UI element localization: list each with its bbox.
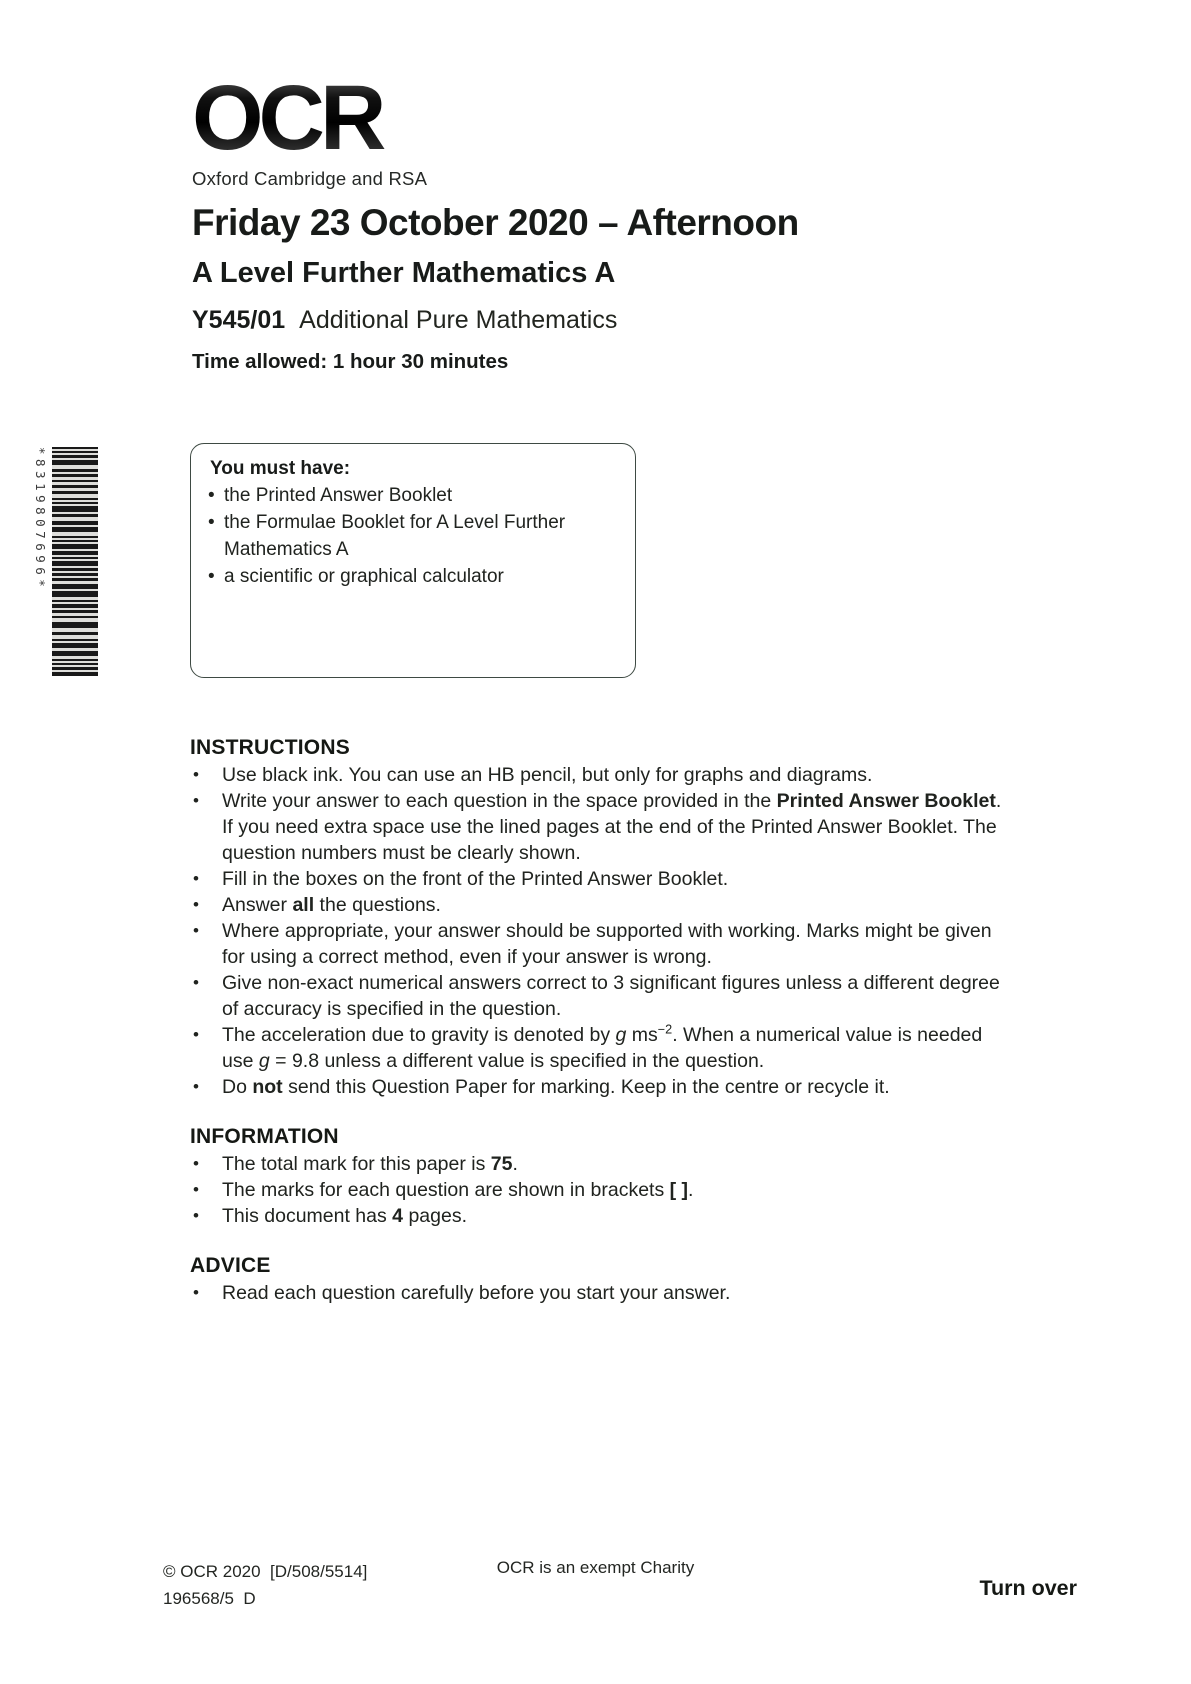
bullet-marker: •: [193, 791, 199, 810]
bullet-marker: •: [193, 1077, 199, 1096]
ocr-logo-text: OCR: [192, 72, 427, 164]
barcode-bar: [52, 491, 98, 494]
paper-line: [192, 306, 617, 335]
bullet-item: • This document has 4 pages.: [193, 1205, 467, 1227]
barcode-bar: [52, 502, 98, 504]
paper-title: Additional Pure Mathematics: [299, 306, 618, 334]
barcode-bar: [52, 451, 98, 453]
instructions-list: [190, 762, 1010, 1100]
information-list: [190, 1151, 1010, 1229]
bullet-marker: •: [208, 566, 215, 587]
barcode-bar: [52, 540, 98, 542]
barcode-bar: [52, 573, 98, 576]
bullet-marker: •: [193, 973, 199, 992]
barcode-bar: [52, 460, 98, 465]
barcode-bar: [52, 561, 98, 566]
ocr-logo-subtitle: Oxford Cambridge and RSA: [192, 168, 428, 189]
barcode-bar: [52, 447, 98, 449]
bullet-item: • Read each question carefully before you start your answer.: [193, 1282, 731, 1304]
barcode-bar: [52, 474, 98, 477]
barcode-bar: [52, 672, 98, 676]
bullet-marker: •: [193, 869, 199, 888]
bullet-item: • Fill in the boxes on the front of the Printed Answer Booklet.: [193, 868, 729, 890]
barcode-bar: [52, 667, 98, 670]
bullet-item: • Give non-exact numerical answers correct to 3 significant figures unless a different degree of accuracy is specified in the question.: [193, 972, 1000, 1020]
barcode-bar: [52, 551, 98, 555]
bullet-item: • the Formulae Booklet for A Level Further Mathematics A: [210, 509, 617, 563]
barcode-bar: [52, 521, 98, 525]
advice-list: [190, 1280, 1010, 1306]
footer-charity: OCR is an exempt Charity: [496, 1558, 695, 1577]
barcode-bar: [52, 616, 98, 618]
bullet-item: • Where appropriate, your answer should be supported with working. Marks might be given for using a correct method, even if your answer is wrong.: [193, 920, 992, 968]
bullet-item: • a scientific or graphical calculator: [210, 563, 617, 590]
barcode-bar: [52, 544, 98, 549]
barcode-bar: [52, 584, 98, 589]
barcode-icon: [52, 447, 98, 676]
barcode-bar: [52, 604, 98, 608]
bullet-marker: •: [193, 921, 199, 940]
footer-copyright: © OCR 2020 [D/508/5514]: [163, 1562, 368, 1581]
paper-code: Y545/01: [192, 306, 286, 334]
bullet-marker: •: [193, 1025, 199, 1044]
barcode-bar: [52, 506, 98, 512]
barcode-value: *8319807696*: [33, 447, 48, 592]
barcode-bar: [52, 600, 98, 602]
barcode-bar: [52, 485, 98, 488]
bullet-marker: •: [208, 512, 215, 533]
bullet-item: • Write your answer to each question in the space provided in the Printed Answer Booklet. If you need extra space use the lined pages at the end of the Printed Answer Booklet. The question numbers must be clearly shown.: [193, 790, 1002, 864]
barcode-bar: [52, 536, 98, 538]
barcode-bar: [52, 651, 98, 656]
barcode-bar: [52, 498, 98, 500]
main-content: [190, 735, 1010, 1306]
bullet-item: • Do not send this Question Paper for marking. Keep in the centre or recycle it.: [193, 1076, 890, 1098]
exam-date-title: Friday 23 October 2020 – Afternoon: [192, 202, 799, 243]
bullet-marker: •: [193, 1283, 199, 1302]
barcode-bar: [52, 480, 98, 482]
section-information: [190, 1124, 1010, 1229]
footer-reference: 196568/5 D: [163, 1589, 256, 1608]
barcode-bar: [52, 663, 98, 665]
you-must-have-box: [190, 443, 636, 678]
barcode-bar: [52, 455, 98, 458]
you-must-have-heading: You must have:: [210, 458, 351, 479]
bullet-item: • The marks for each question are shown in brackets [ ].: [193, 1179, 694, 1201]
barcode-bar: [52, 610, 98, 613]
bullet-marker: •: [193, 1206, 199, 1225]
barcode-bar: [52, 557, 98, 559]
barcode-bar: [52, 578, 98, 581]
bullet-marker: •: [193, 1154, 199, 1173]
barcode-bar: [52, 639, 98, 641]
barcode-bar: [52, 632, 98, 635]
bullet-item: • the Printed Answer Booklet: [210, 482, 617, 509]
barcode-bar: [52, 514, 98, 517]
section-instructions: [190, 735, 1010, 1100]
qualification-title: A Level Further Mathematics A: [192, 257, 616, 289]
bullet-marker: •: [193, 1180, 199, 1199]
barcode-bar: [52, 591, 98, 597]
bullet-item: • The total mark for this paper is 75.: [193, 1153, 518, 1175]
barcode-bar: [52, 527, 98, 532]
barcode-bar: [52, 622, 98, 628]
instructions-heading: INSTRUCTIONS: [190, 736, 350, 759]
barcode-bar: [52, 643, 98, 648]
barcode-bar: [52, 659, 98, 661]
advice-heading: ADVICE: [190, 1254, 271, 1277]
bullet-item: • Use black ink. You can use an HB pencil, but only for graphs and diagrams.: [193, 764, 873, 786]
bullet-item: • Answer all the questions.: [193, 894, 441, 916]
barcode-bar: [52, 469, 98, 472]
information-heading: INFORMATION: [190, 1125, 339, 1148]
you-must-have-list: [210, 482, 617, 590]
ocr-logo: [192, 67, 428, 190]
barcode-bar: [52, 568, 98, 571]
time-allowed: Time allowed: 1 hour 30 minutes: [192, 350, 509, 373]
bullet-marker: •: [208, 485, 215, 506]
bullet-marker: •: [193, 895, 199, 914]
turn-over-label: Turn over: [979, 1576, 1077, 1600]
bullet-item: • The acceleration due to gravity is denoted by g $ms^{-2}$. When a numerical value is needed use g = 9.8 unless a different value is specified in the question.: [193, 1022, 983, 1072]
section-advice: [190, 1253, 1010, 1306]
bullet-marker: •: [193, 765, 199, 784]
